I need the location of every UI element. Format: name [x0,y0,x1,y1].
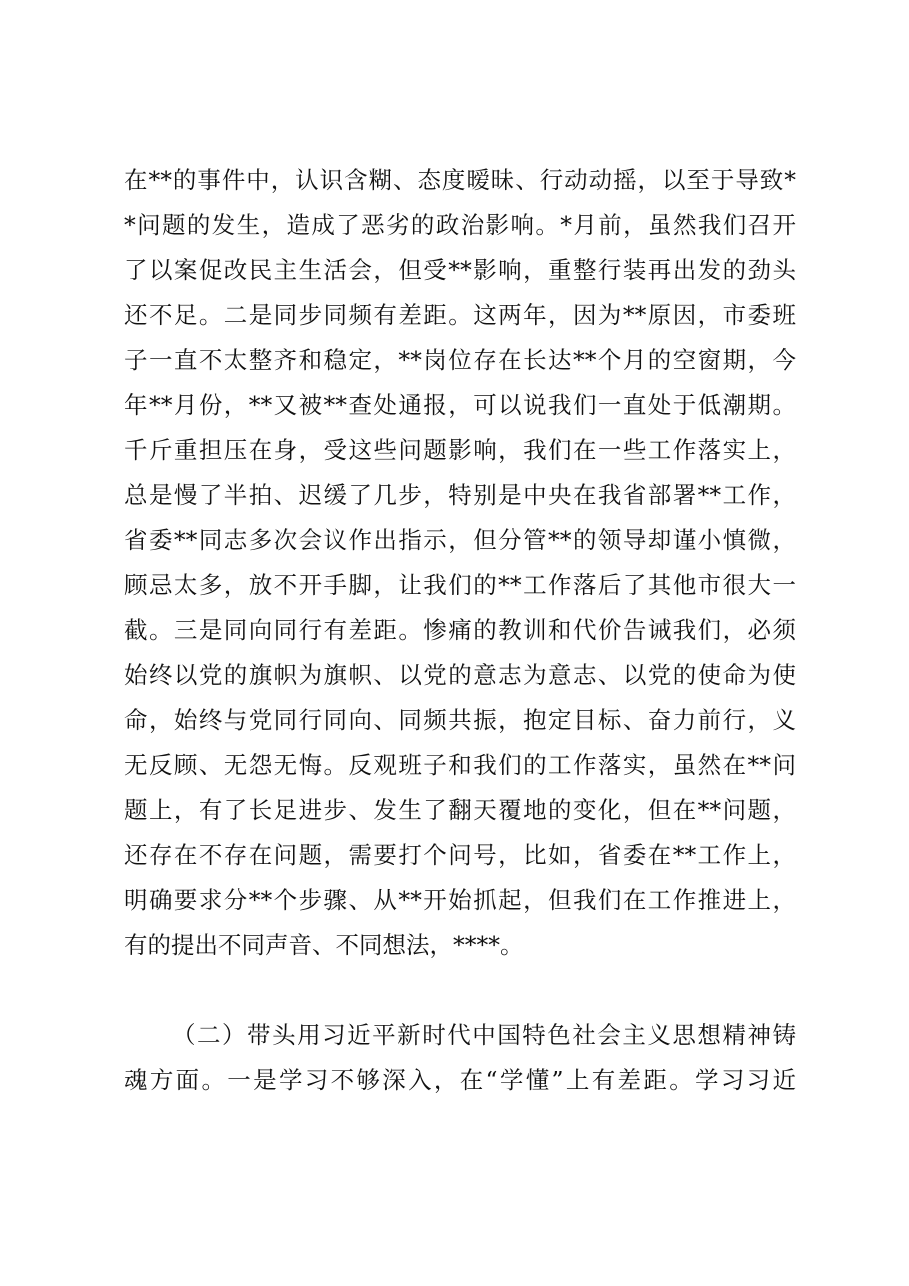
paragraph-line: 千斤重担压在身，受这些问题影响，我们在一些工作落实上， [124,436,796,464]
paragraph-line: 题上，有了长足进步、发生了翻天覆地的变化，但在**问题， [124,796,796,824]
section-heading-line: （二）带头用习近平新时代中国特色社会主义思想精神铸 [172,1021,796,1049]
paragraph-line: 年**月份，**又被**查处通报，可以说我们一直处于低潮期。 [124,391,796,419]
paragraph-line: 还不足。二是同步同频有差距。这两年，因为**原因，市委班 [124,301,796,329]
paragraph-line: 无反顾、无怨无悔。反观班子和我们的工作落实，虽然在**问 [124,751,796,779]
paragraph-line: 明确要求分**个步骤、从**开始抓起，但我们在工作推进上， [124,886,796,914]
paragraph-line: 省委**同志多次会议作出指示，但分管**的领导却谨小慎微， [124,526,796,554]
paragraph-line: 总是慢了半拍、迟缓了几步，特别是中央在我省部署**工作， [124,481,796,509]
paragraph-line: 魂方面。一是学习不够深入，在“学懂”上有差距。学习习近 [124,1066,796,1094]
paragraph-line: 子一直不太整齐和稳定，**岗位存在长达**个月的空窗期，今 [124,346,796,374]
paragraph-line: 有的提出不同声音、不同想法，****。 [124,931,524,959]
paragraph-line: 还存在不存在问题，需要打个问号，比如，省委在**工作上， [124,841,796,869]
paragraph-line: *问题的发生，造成了恶劣的政治影响。*月前，虽然我们召开 [124,211,796,239]
paragraph-line: 了以案促改民主生活会，但受**影响，重整行装再出发的劲头 [124,256,796,284]
paragraph-line: 始终以党的旗帜为旗帜、以党的意志为意志、以党的使命为使 [124,661,796,689]
paragraph-line: 顾忌太多，放不开手脚，让我们的**工作落后了其他市很大一 [124,571,796,599]
paragraph-line: 截。三是同向同行有差距。惨痛的教训和代价告诫我们，必须 [124,616,796,644]
paragraph-line: 在**的事件中，认识含糊、态度暧昧、行动动摇，以至于导致* [124,166,796,194]
paragraph-line: 命，始终与党同行同向、同频共振，抱定目标、奋力前行，义 [124,706,796,734]
